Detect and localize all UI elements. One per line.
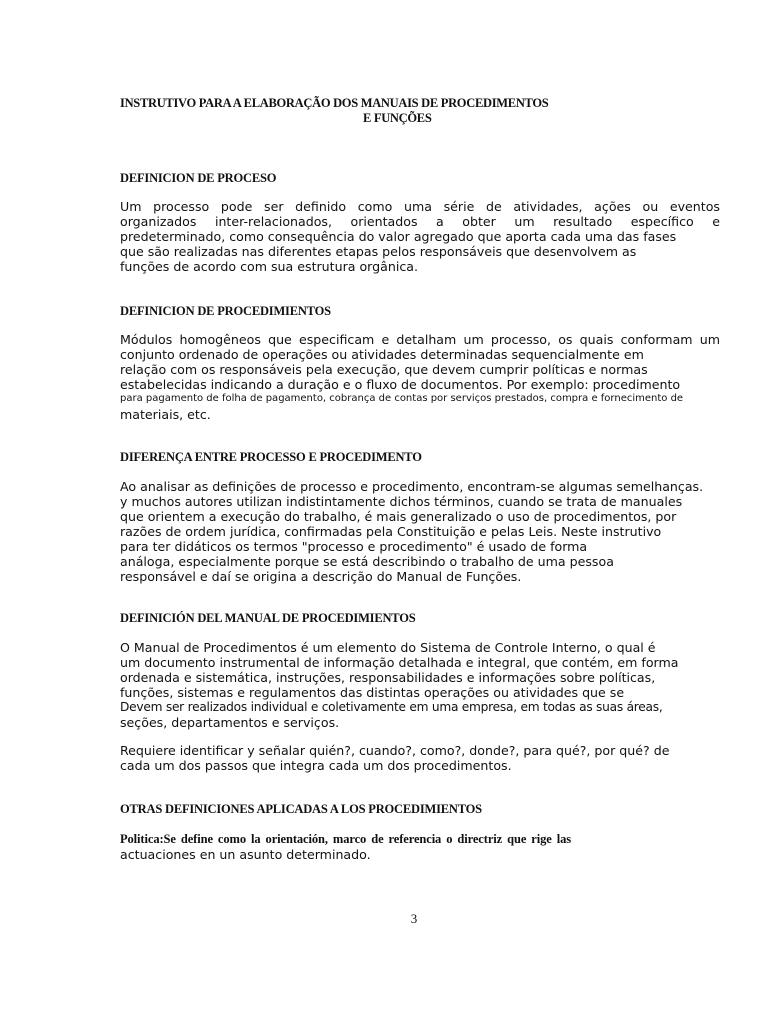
text-line: ordenada e sistemática, instruções, responsabilidades e informações sobre políticas, bbox=[120, 670, 656, 685]
text-line: um documento instrumental de informação detalhada e integral, que contém, em forma bbox=[120, 655, 679, 670]
text-line: funções, sistemas e regulamentos das distintas operações ou atividades que se bbox=[120, 685, 625, 700]
section-body-proceso bbox=[120, 199, 720, 274]
section-heading-manual: DEFINICIÓN DEL MANUAL DE PROCEDIMIENTOS bbox=[120, 611, 416, 625]
text-line: seções, departamentos e serviços. bbox=[120, 715, 340, 730]
text-line: que são realizadas nas diferentes etapas pelos responsáveis que desenvolvem as bbox=[120, 244, 637, 259]
text-line: Devem ser realizados individual e coletivamente em uma empresa, em todas as suas áreas, bbox=[120, 700, 663, 714]
text-line: cada um dos passos que integra cada um dos procedimentos. bbox=[120, 758, 512, 773]
text-line: Um processo pode ser definido como uma série de atividades, ações ou eventos bbox=[120, 199, 720, 214]
title-line-2: E FUNÇÕES bbox=[363, 111, 432, 125]
section-heading-proceso: DEFINICION DE PROCESO bbox=[120, 171, 277, 185]
page-number: 3 bbox=[410, 911, 418, 926]
text-line: O Manual de Procedimentos é um elemento do Sistema de Controle Interno, o qual é bbox=[120, 640, 656, 655]
section-body-procedimientos bbox=[120, 332, 720, 422]
section-heading-otras: OTRAS DEFINICIONES APLICADAS A LOS PROCEDIMIENTOS bbox=[120, 802, 482, 816]
section-heading-procedimientos: DEFINICION DE PROCEDIMIENTOS bbox=[120, 304, 331, 318]
section-heading-diferenca: DIFERENÇA ENTRE PROCESSO E PROCEDIMENTO bbox=[120, 450, 422, 464]
text-line: relação com os responsáveis pela execução, que devem cumprir políticas e normas bbox=[120, 362, 648, 377]
text-line: Módulos homogêneos que especificam e detalham um processo, os quais conformam um bbox=[120, 332, 720, 347]
text-line: que orientem a execução do trabalho, é mais generalizado o uso de procedimentos, por bbox=[120, 509, 677, 524]
text-line: Ao analisar as definições de processo e procedimento, encontram-se algumas semelhanças. bbox=[120, 479, 704, 494]
text-line: responsável e daí se origina a descrição do Manual de Funções. bbox=[120, 569, 522, 584]
text-line: Politica:Se define como la orientación, marco de referencia o directriz que rige las bbox=[120, 832, 572, 846]
text-line: para pagamento de folha de pagamento, cobrança de contas por serviços prestados, compra e fornecimento de bbox=[120, 393, 684, 404]
section-body-diferenca bbox=[120, 479, 720, 584]
text-line: Requiere identificar y señalar quién?, cuando?, como?, donde?, para qué?, por qué? de bbox=[120, 743, 670, 758]
document-title bbox=[120, 96, 690, 126]
text-line: conjunto ordenado de operações ou atividades determinadas sequencialmente em bbox=[120, 347, 644, 362]
text-line: materiais, etc. bbox=[120, 407, 211, 422]
title-line-1: INSTRUTIVO PARA A ELABORAÇÃO DOS MANUAIS DE PROCEDIMENTOS bbox=[120, 96, 549, 110]
section-body-otras bbox=[120, 832, 720, 862]
text-line: organizados inter-relacionados, orientados a obter um resultado específico e bbox=[120, 214, 720, 229]
text-line: para ter didáticos os termos "processo e procedimento" é usado de forma bbox=[120, 539, 588, 554]
section-body-manual-2 bbox=[120, 743, 720, 773]
text-line: y muchos autores utilizan indistintamente dichos términos, cuando se trata de manuales bbox=[120, 494, 683, 509]
text-line: predeterminado, como consequência do valor agregado que aporta cada uma das fases bbox=[120, 229, 677, 244]
text-line: razões de ordem jurídica, confirmadas pela Constituição e pelas Leis. Neste instrutivo bbox=[120, 524, 662, 539]
section-body-manual bbox=[120, 640, 720, 730]
text-line: estabelecidas indicando a duração e o fluxo de documentos. Por exemplo: procedimento bbox=[120, 377, 681, 392]
text-line: funções de acordo com sua estrutura orgânica. bbox=[120, 259, 418, 274]
text-line: actuaciones en un asunto determinado. bbox=[120, 847, 371, 862]
text-line: análoga, especialmente porque se está describindo o trabalho de uma pessoa bbox=[120, 554, 614, 569]
